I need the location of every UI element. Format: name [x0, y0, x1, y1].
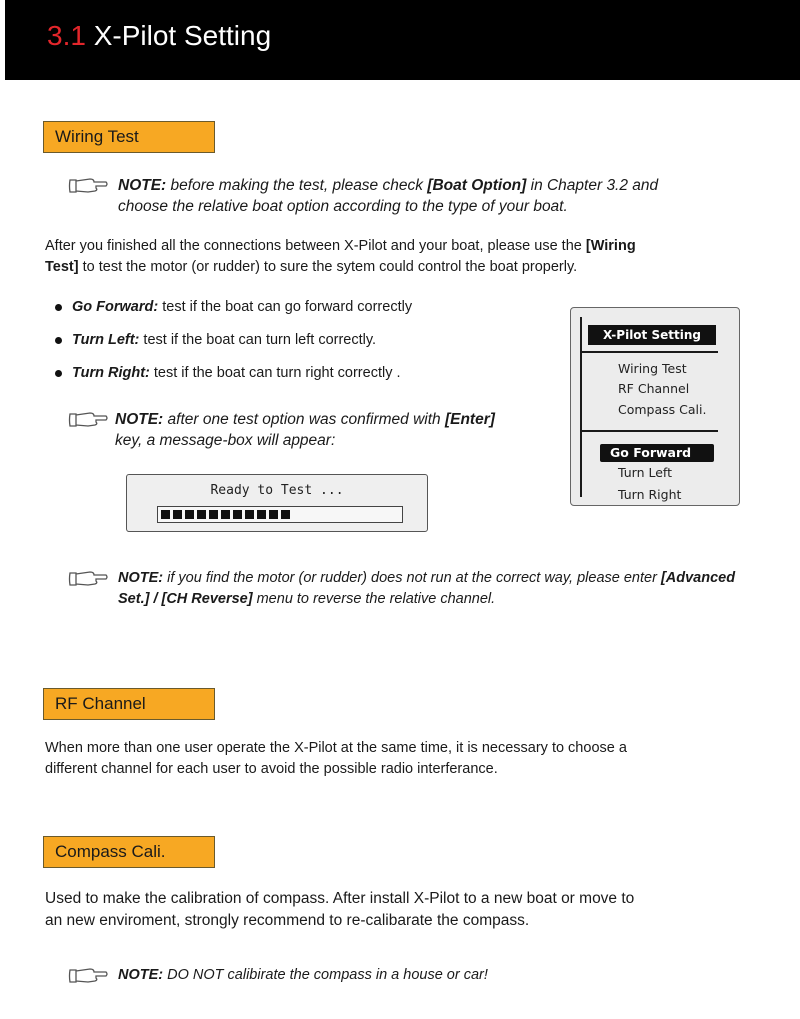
menu-item-go-forward: Go Forward — [600, 444, 714, 462]
pointing-hand-icon — [68, 410, 108, 430]
menu-frame — [580, 317, 732, 502]
menu-item-turn-right: Turn Right — [618, 487, 682, 502]
menu-title: X-Pilot Setting — [588, 325, 716, 345]
wiring-intro-paragraph: After you finished all the connections between X-Pilot and your boat, please use the [Wiring Test] to test the motor (or rudder) to sure the sytem could control the boat properly. — [45, 238, 636, 275]
note-text: NOTE: before making the test, please check [Boat Option] in Chapter 3.2 and choose the relative boat option according to the type of your boat. — [118, 177, 659, 215]
menu-screen-illustration — [570, 307, 740, 506]
menu-divider — [582, 430, 718, 432]
list-item: Turn Left: test if the boat can turn left correctly. — [55, 330, 412, 363]
section-title: X-Pilot Setting — [93, 20, 272, 51]
section-number: 3.1 — [47, 20, 86, 51]
list-item: Go Forward: test if the boat can go forward correctly — [55, 297, 412, 330]
rf-channel-paragraph: When more than one user operate the X-Pilot at the same time, it is necessary to choose a different channel for each user to avoid the possible radio interferance. — [45, 740, 627, 777]
note-text: NOTE: DO NOT calibirate the compass in a house or car! — [118, 967, 488, 983]
page-header — [5, 0, 800, 80]
note-text: NOTE: if you find the motor (or rudder) does not run at the correct way, please enter [Advanced Set.] / [CH Reverse] menu to reverse the relative channel. — [118, 570, 736, 607]
test-option-list — [55, 297, 412, 396]
note-text: NOTE: after one test option was confirmed with [Enter] key, a message-box will appear: — [115, 411, 495, 449]
pointing-hand-icon — [68, 966, 108, 986]
menu-item-turn-left: Turn Left — [618, 465, 672, 480]
progress-bar — [157, 506, 403, 523]
bullet-icon — [55, 337, 62, 344]
menu-item-compass-cali: Compass Cali. — [618, 402, 707, 417]
list-item: Turn Right: test if the boat can turn right correctly . — [55, 363, 412, 396]
message-box-illustration — [126, 474, 428, 532]
bullet-icon — [55, 370, 62, 377]
message-box-text: Ready to Test ... — [210, 483, 344, 498]
pointing-hand-icon — [68, 569, 108, 589]
bullet-icon — [55, 304, 62, 311]
menu-divider — [582, 351, 718, 353]
progress-bar-fill — [161, 510, 292, 519]
menu-item-rf-channel: RF Channel — [618, 381, 690, 396]
wiring-test-tag: Wiring Test — [43, 121, 215, 153]
pointing-hand-icon — [68, 176, 108, 196]
compass-paragraph: Used to make the calibration of compass. After install X-Pilot to a new boat or move to an new enviroment, strongly recommend to re-calibarate the compass. — [45, 890, 635, 929]
rf-channel-tag: RF Channel — [43, 688, 215, 720]
menu-item-wiring-test: Wiring Test — [618, 361, 687, 376]
page-title — [47, 20, 271, 52]
compass-cali-tag: Compass Cali. — [43, 836, 215, 868]
